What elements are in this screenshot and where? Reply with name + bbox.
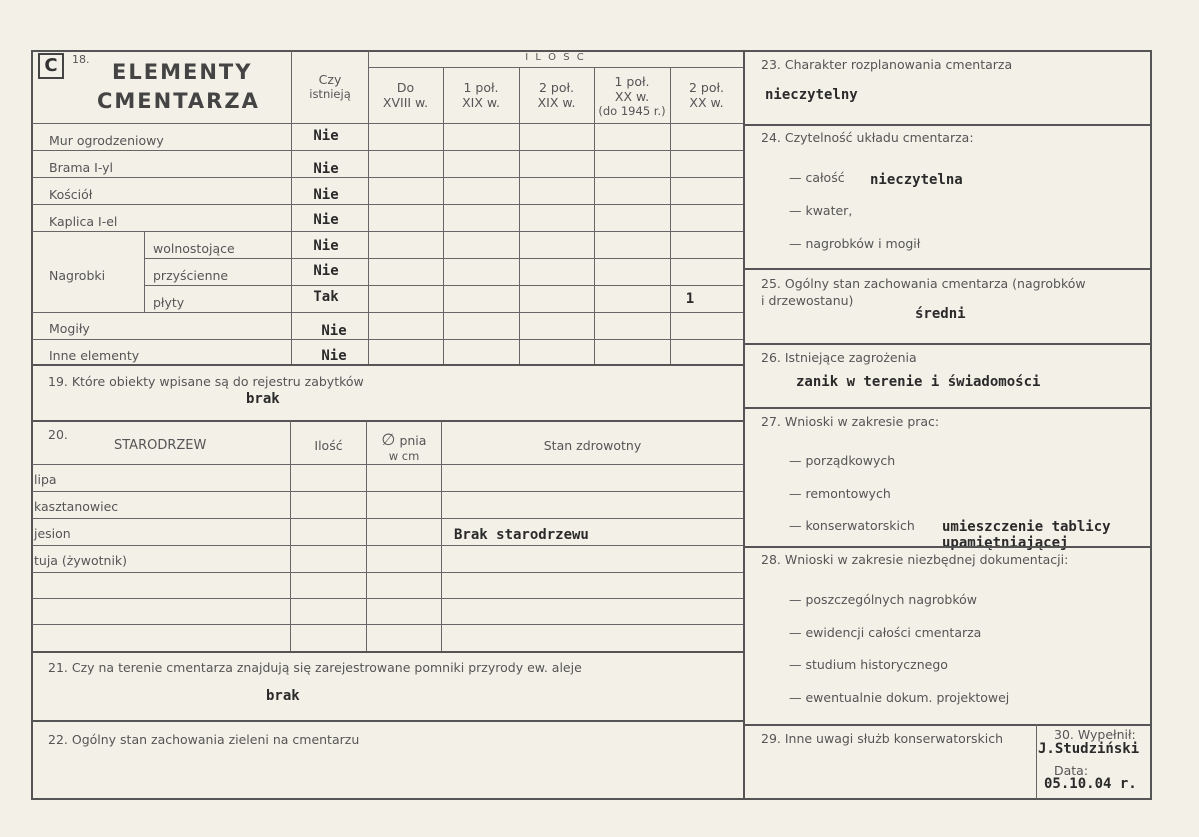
col-header-2-l1: 1 poł. bbox=[463, 80, 499, 95]
row-label-inne: Inne elementy bbox=[49, 348, 140, 363]
row-label-mur: Mur ogrodzeniowy bbox=[49, 133, 164, 148]
row-label-brama: Brama I-yl bbox=[49, 160, 114, 175]
section-19-label: 19. Które obiekty wpisane są do rejestru zabytków bbox=[48, 374, 364, 389]
section-27-item-konserwatorskich: — konserwatorskich bbox=[789, 518, 915, 533]
section-20-title: STARODRZEW bbox=[114, 438, 207, 453]
row-label-wolnostojace: wolnostojące bbox=[153, 241, 235, 256]
section-22-label: 22. Ogólny stan zachowania zieleni na cmentarzu bbox=[48, 732, 360, 747]
exists-brama[interactable]: Nie bbox=[313, 161, 339, 177]
exists-inne[interactable]: Nie bbox=[321, 348, 347, 364]
starodrzew-value[interactable]: Brak starodrzewu bbox=[454, 527, 589, 543]
section-24-item-calosc: — całość bbox=[789, 170, 845, 185]
section-28-item-3: — studium historycznego bbox=[789, 657, 948, 672]
czy-header-line2: istnieją bbox=[309, 87, 351, 101]
section-28-item-1: — poszczególnych nagrobków bbox=[789, 592, 978, 607]
section-27-item-porzadkowych: — porządkowych bbox=[789, 453, 896, 468]
row-label-kaplica: Kaplica I-el bbox=[49, 214, 118, 229]
col-header-2-l2: XIX w. bbox=[462, 95, 500, 110]
col-header-4-l3: (do 1945 r.) bbox=[598, 104, 666, 118]
section-30-label: 30. Wypełnił: bbox=[1054, 727, 1136, 742]
tree-jesion: jesion bbox=[34, 526, 71, 541]
section-25-label-2: i drzewostanu) bbox=[761, 293, 854, 308]
section-28-label: 28. Wnioski w zakresie niezbędnej dokumentacji: bbox=[761, 552, 1069, 567]
section-30-date-label: Data: bbox=[1054, 763, 1089, 778]
row-label-plyty: płyty bbox=[153, 295, 185, 310]
exists-mur[interactable]: Nie bbox=[313, 128, 339, 144]
section-25-label-1: 25. Ogólny stan zachowania cmentarza (nagrobków bbox=[761, 276, 1086, 291]
frame-left bbox=[31, 50, 33, 800]
section-27-value-line2[interactable]: upamiętniającej bbox=[942, 535, 1069, 551]
frame-bottom bbox=[31, 798, 1152, 800]
section-23-label: 23. Charakter rozplanowania cmentarza bbox=[761, 57, 1013, 72]
row-group-nagrobki: Nagrobki bbox=[49, 268, 106, 283]
section-24-value[interactable]: nieczytelna bbox=[870, 172, 963, 188]
section-21-label: 21. Czy na terenie cmentarza znajdują się zarejestrowane pomniki przyrody ew. aleje bbox=[48, 660, 582, 675]
section-27-item-remontowych: — remontowych bbox=[789, 486, 891, 501]
col-header-3-l2: XIX w. bbox=[537, 95, 576, 110]
starodrzew-health-header: Stan zdrowotny bbox=[543, 438, 642, 453]
diameter-symbol-icon: ∅ bbox=[381, 430, 396, 449]
col-header-5-l1: 2 poł. bbox=[688, 80, 725, 95]
starodrzew-ilosc-header: Ilość bbox=[314, 438, 343, 453]
section-28-item-4: — ewentualnie dokum. projektowej bbox=[789, 690, 1010, 705]
section-21-value[interactable]: brak bbox=[266, 688, 300, 704]
frame-right bbox=[1150, 50, 1152, 800]
col-header-1-l2: XVIII w. bbox=[382, 95, 429, 110]
exists-kosciol[interactable]: Nie bbox=[313, 187, 339, 203]
section-28-item-2: — ewidencji całości cmentarza bbox=[789, 625, 982, 640]
section-18-title-line2: CMENTARZA bbox=[97, 89, 260, 113]
section-18-number: 18. bbox=[72, 53, 90, 66]
row-label-kosciol: Kościół bbox=[49, 187, 93, 202]
column-divider bbox=[743, 50, 745, 800]
section-29-label: 29. Inne uwagi służb konserwatorskich bbox=[761, 731, 1003, 746]
exists-plyty[interactable]: Tak bbox=[313, 289, 339, 305]
section-18-title-line1: ELEMENTY bbox=[112, 60, 253, 84]
row-label-mogily: Mogiły bbox=[49, 321, 90, 336]
section-24-label: 24. Czytelność układu cmentarza: bbox=[761, 130, 974, 145]
section-24-item-kwater: — kwater, bbox=[789, 203, 853, 218]
exists-przyscienne[interactable]: Nie bbox=[313, 263, 339, 279]
exists-wolnostojace[interactable]: Nie bbox=[313, 238, 339, 254]
tree-lipa: lipa bbox=[34, 472, 57, 487]
section-23-value[interactable]: nieczytelny bbox=[765, 87, 858, 103]
section-letter: C bbox=[44, 55, 58, 76]
exists-kaplica[interactable]: Nie bbox=[313, 212, 339, 228]
section-26-label: 26. Istniejące zagrożenia bbox=[761, 350, 917, 365]
section-24-item-nagrobkow: — nagrobków i mogił bbox=[789, 236, 921, 251]
starodrzew-diameter-header-l1 bbox=[367, 430, 441, 449]
ilosc-header: I L O Ś Ć bbox=[525, 52, 586, 63]
section-19-value[interactable]: brak bbox=[246, 391, 280, 407]
row-label-przyscienne: przyścienne bbox=[153, 268, 229, 283]
section-27-label: 27. Wnioski w zakresie prac: bbox=[761, 414, 940, 429]
col-header-5-l2: XX w. bbox=[689, 95, 724, 110]
section-25-value[interactable]: średni bbox=[915, 306, 966, 322]
section-20-number: 20. bbox=[48, 427, 68, 442]
exists-mogily[interactable]: Nie bbox=[321, 323, 347, 339]
czy-header-line1: Czy bbox=[318, 72, 342, 87]
section-26-value[interactable]: zanik w terenie i świadomości bbox=[796, 374, 1041, 390]
qty-plyty-20c2[interactable]: 1 bbox=[685, 291, 695, 307]
col-header-4-l2: XX w. bbox=[614, 89, 650, 104]
diameter-pnia: pnia bbox=[399, 433, 427, 448]
starodrzew-diameter-header-l2: w cm bbox=[388, 449, 420, 463]
section-30-date[interactable]: 05.10.04 r. bbox=[1044, 776, 1137, 792]
section-27-value-line1[interactable]: umieszczenie tablicy bbox=[942, 519, 1111, 535]
section-letter-box bbox=[38, 53, 64, 79]
tree-kasztanowiec: kasztanowiec bbox=[34, 499, 119, 514]
col-header-4-l1: 1 poł. bbox=[614, 74, 650, 89]
col-header-1-l1: Do bbox=[396, 80, 415, 95]
col-header-3-l1: 2 poł. bbox=[538, 80, 575, 95]
tree-tuja: tuja (żywotnik) bbox=[34, 553, 128, 568]
section-30-name[interactable]: J.Studziński bbox=[1038, 741, 1140, 757]
